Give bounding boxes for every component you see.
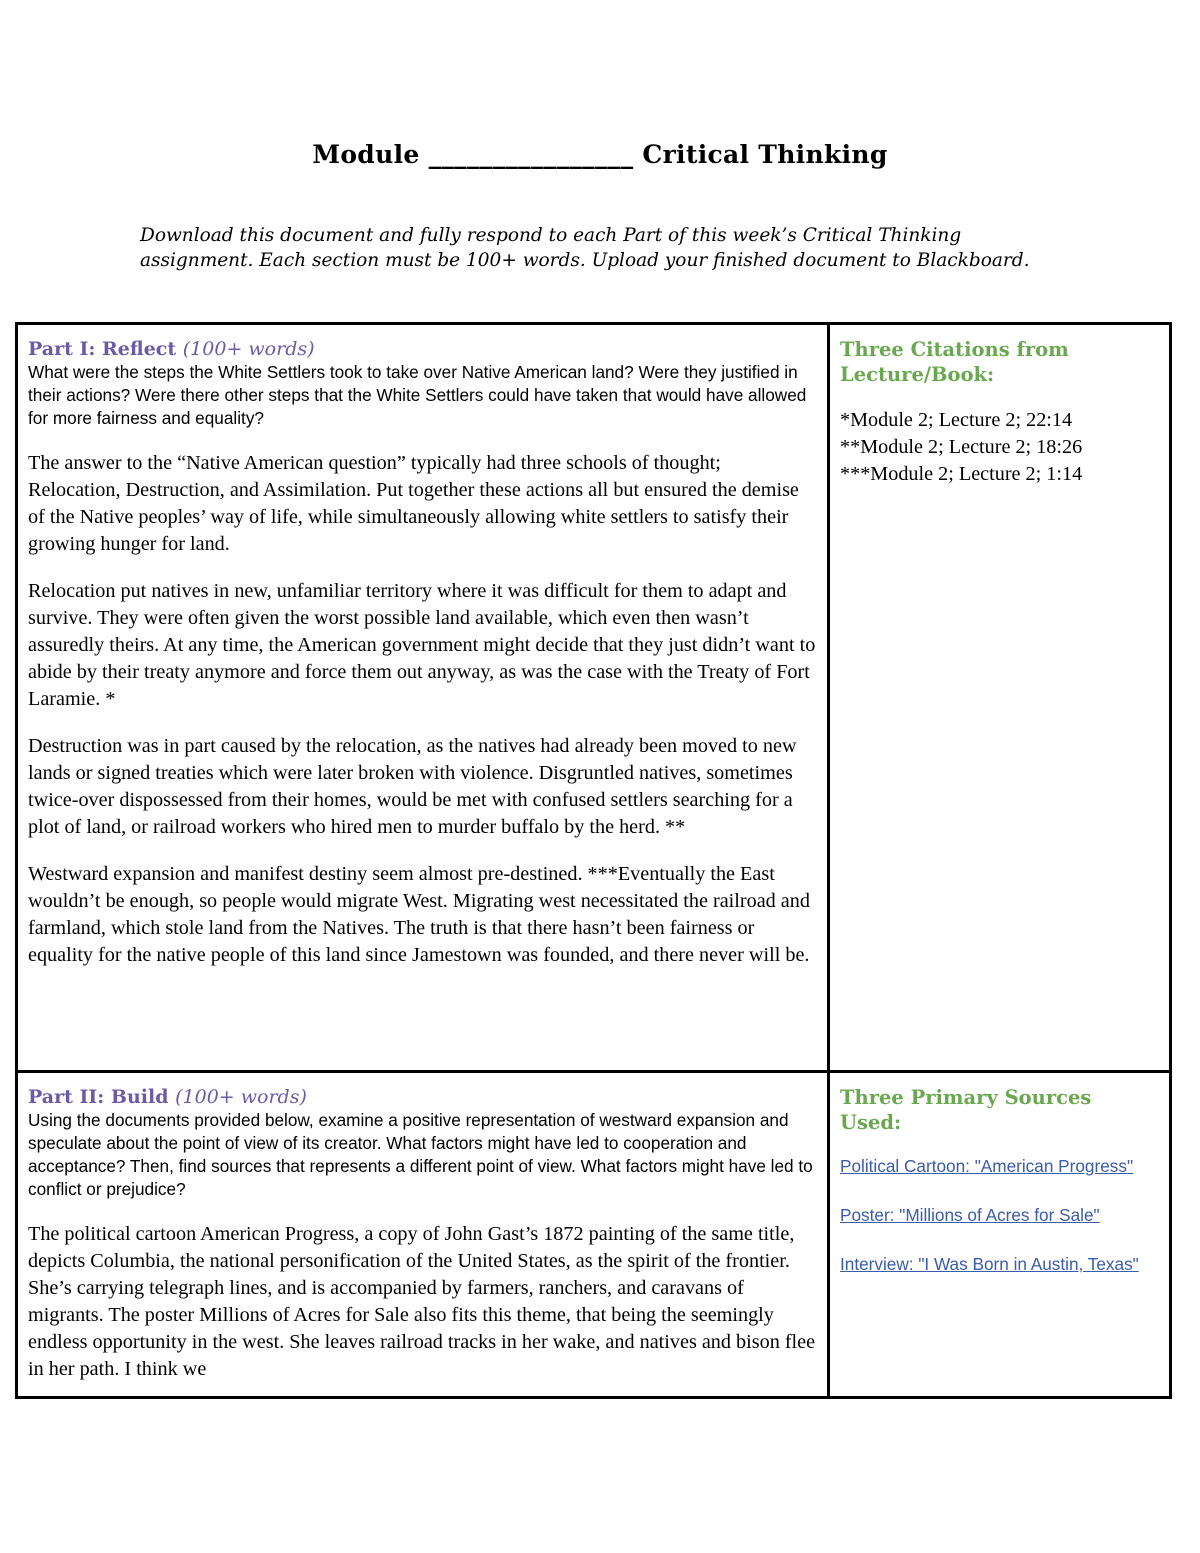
part2-prompt: Using the documents provided below, examine a positive representation of westward expansion and speculate about the point of view of its creator. What factors might have led to cooperation and acceptance? Then, find sources that represents a different point of view. What factors might have led to conflict or prejudice? xyxy=(28,1110,813,1199)
part1-row xyxy=(17,324,1171,1072)
citation-item: *Module 2; Lecture 2; 22:14 xyxy=(840,409,1073,431)
source-link-american-progress[interactable]: Political Cartoon: "American Progress" xyxy=(840,1156,1134,1176)
part1-prompt: What were the steps the White Settlers took to take over Native American land? Were they justified in their actions? Were there other steps that the White Settlers could have taken that would have allowed for more fairness and equality? xyxy=(28,362,807,428)
part1-paragraph: Westward expansion and manifest destiny seem almost pre-destined. ***Eventually the East wouldn’t be enough, so people would migrate West. Migrating west necessitated the railroad and farmland, which stole land from the Natives. The truth is that there hasn’t been fairness or equality for the native people of this land since Jamestown was founded, and there never will be. xyxy=(28,863,810,966)
source-link-millions-of-acres[interactable]: Poster: "Millions of Acres for Sale" xyxy=(840,1205,1100,1225)
part1-citations-cell[interactable] xyxy=(829,324,1171,1072)
instructions xyxy=(140,223,1070,273)
source-link-interview-austin[interactable]: Interview: "I Was Born in Austin, Texas" xyxy=(840,1254,1139,1274)
part2-word-requirement: (100+ words) xyxy=(175,1086,307,1108)
document-title: Module ________________ Critical Thinking xyxy=(312,140,888,169)
instructions-text: Download this document and fully respond to each Part of this week’s Critical Thinking assignment. Each section must be 100+ words. Upload your finished document to Blackboard. xyxy=(140,225,1030,271)
part1-paragraph: Relocation put natives in new, unfamiliar territory where it was difficult for them to adapt and survive. They were often given the worst possible land available, which even then wasn’t assuredly theirs. At any time, the American government might decide that they just didn’t want to abide by their treaty anymore and force them out anyway, as was the case with the Treaty of Fort Laramie. * xyxy=(28,580,816,710)
citation-item: **Module 2; Lecture 2; 18:26 xyxy=(840,436,1083,458)
part1-paragraph: The answer to the “Native American question” typically had three schools of thought; Relocation, Destruction, and Assimilation. Put together these actions all but ensured the demise of the Native peoples’ way of life, while simultaneously allowing white settlers to satisfy their growing hunger for land. xyxy=(28,452,799,555)
assignment-table xyxy=(15,322,1172,1399)
citations-heading: Three Citations from Lecture/Book: xyxy=(840,338,1069,386)
part2-paragraph: The political cartoon American Progress, a copy of John Gast’s 1872 painting of the same title, depicts Columbia, the national personification of the United States, as the spirit of the frontier. She’s carrying telegraph lines, and is accompanied by farmers, ranchers, and caravans of migrants. The poster Millions of Acres for Sale also fits this theme, that being the seemingly endless opportunity in the west. She leaves railroad tracks in her wake, and natives and bison flee in her path. I think we xyxy=(28,1223,816,1380)
part1-paragraph: Destruction was in part caused by the relocation, as the natives had already been moved to new lands or signed treaties which were later broken with violence. Disgruntled natives, sometimes twice-over dispossessed from their homes, would be met with confused settlers searching for a plot of land, or railroad workers who hired men to murder buffalo by the herd. ** xyxy=(28,735,797,838)
part1-title: Part I: Reflect xyxy=(28,338,177,360)
part2-heading xyxy=(28,1085,817,1109)
part2-title: Part II: Build xyxy=(28,1086,169,1108)
part2-row xyxy=(17,1072,1171,1398)
citation-item: ***Module 2; Lecture 2; 1:14 xyxy=(840,463,1083,485)
part1-word-requirement: (100+ words) xyxy=(182,338,315,360)
part2-response-cell[interactable] xyxy=(17,1072,829,1398)
sources-heading: Three Primary Sources Used: xyxy=(840,1086,1092,1134)
part2-sources-cell[interactable] xyxy=(829,1072,1171,1398)
part1-heading xyxy=(28,337,817,361)
part1-response-cell[interactable] xyxy=(17,324,829,1072)
